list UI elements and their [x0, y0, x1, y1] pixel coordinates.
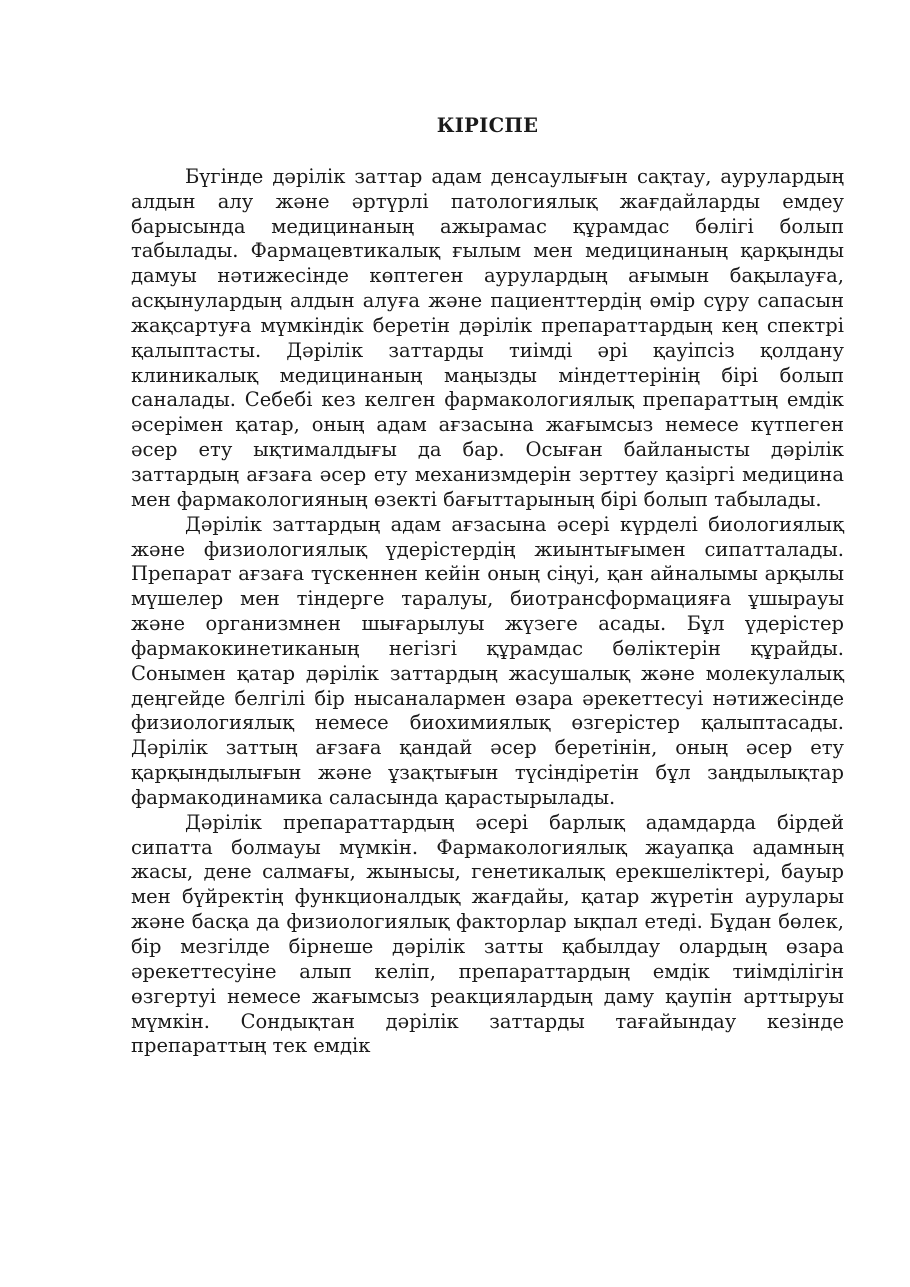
paragraph-2: Дәрілік заттардың адам ағзасына әсері күрделі биологиялық және физиологиялық үдерістердің жиынтығымен сипатталады. Препарат ағзаға түскеннен кейін оның сіңуі, қан айналымы арқылы мүшелер мен тіндерге таралуы, биотрансформацияға ұшырауы және организмнен шығарылуы жүзеге асады. Бұл үдерістер фармакокинетиканың негізгі құрамдас бөліктерін құрайды. Сонымен қатар дәрілік заттардың жасушалық және молекулалық деңгейде белгілі бір нысаналармен өзара әрекеттесуі нәтижесінде физиологиялық немесе биохимиялық өзгерістер қалыптасады. Дәрілік заттың ағзаға қандай әсер беретінін, оның әсер ету қарқындылығын және ұзақтығын түсіндіретін бұл заңдылықтар фармакодинамика саласында қарастырылады. — [131, 512, 844, 809]
document-body — [131, 114, 844, 1059]
paragraph-1: Бүгінде дәрілік заттар адам денсаулығын сақтау, аурулардың алдын алу және әртүрлі патологиялық жағдайларды емдеу барысында медицинаның ажырамас құрамдас бөлігі болып табылады. Фармацевтикалық ғылым мен медицинаның қарқынды дамуы нәтижесінде көптеген аурулардың ағымын бақылауға, асқынулардың алдын алуға және пациенттердің өмір сүру сапасын жақсартуға мүмкіндік беретін дәрілік препараттардың кең спектрі қалыптасты. Дәрілік заттарды тиімді әрі қауіпсіз қолдану клиникалық медицинаның маңызды міндеттерінің бірі болып саналады. Себебі кез келген фармакологиялық препараттың емдік әсерімен қатар, оның адам ағзасына жағымсыз немесе күтпеген әсер ету ықтималдығы да бар. Осыған байланысты дәрілік заттардың ағзаға әсер ету механизмдерін зерттеу қазіргі медицина мен фармакологияның өзекті бағыттарының бірі болып табылады. — [131, 164, 844, 511]
paragraph-3: Дәрілік препараттардың әсері барлық адамдарда бірдей сипатта болмауы мүмкін. Фармакологиялық жауапқа адамның жасы, дене салмағы, жынысы, генетикалық ерекшеліктері, бауыр мен бүйректің функционалдық жағдайы, қатар жүретін аурулары және басқа да физиологиялық факторлар ықпал етеді. Бұдан бөлек, бір мезгілде бірнеше дәрілік затты қабылдау олардың өзара әрекеттесуіне алып келіп, препараттардың емдік тиімділігін өзгертуі немесе жағымсыз реакциялардың даму қаупін арттыруы мүмкін. Сондықтан дәрілік заттарды тағайындау кезінде препараттың тек емдік — [131, 810, 844, 1058]
page-title: КІРІСПЕ — [436, 114, 539, 137]
